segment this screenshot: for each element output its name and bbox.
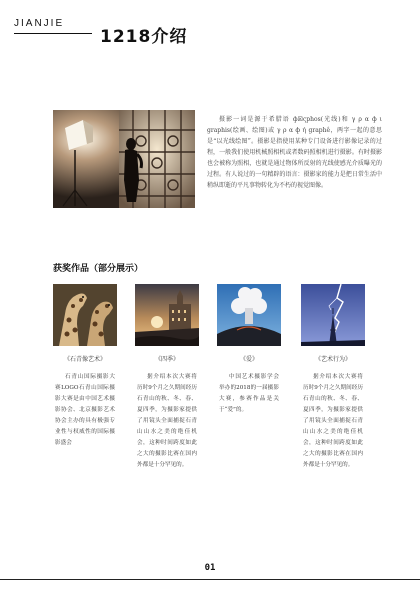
giraffe-photo-icon [53,284,117,346]
work-item-4[interactable] [301,284,365,471]
work-description: 石青山国际摄影大赛LOGO石青山国际摄影大赛是由中国艺术摄影协会、北京摄影艺术协会主办的具有极强专业性与权威性的国际摄影盛会 [55,374,115,446]
volcano-cloud-photo-icon [217,284,281,346]
section-title: 获奖作品（部分展示） [53,264,144,274]
brand-label: JIANJIE [14,18,65,29]
work-item-1[interactable] [53,284,117,449]
work-caption: 《爱》 [239,356,258,363]
studio-photo-illustration [53,110,195,208]
work-description: 中国艺术摄影学会举办的2018的一届摄影大赛，参赛作品是关于“爱”的。 [219,374,279,413]
footer-rule [0,579,420,580]
header-rule [14,33,92,34]
work-caption: 《石青像艺术》 [63,356,106,363]
intro-paragraph: 摄影一词是源于希腊语 ф☒ςphos(光线)和 γ ρ α ф ι graphis(绘画、绘图)或 γ ρ α ф ή graphê，两字一起的意思是“以光线绘图”。摄影是指使用某种专门设备进行影像记录的过程，一般我们使用机械照相机或者数码照相机进行摄影。有时摄影也会被称为照相，也就是通过物体所反射的光线使感光介质曝光的过程。有人说过的一句精辟的语言：摄影家的能力是把日常生活中稍纵即逝的平凡事物转化为不朽的视觉图像。 [207,116,382,189]
work-description: 据介绍本次大赛将历时9个月之久期间经历石青山的秋、冬、春、夏四季，为摄影家提供了用镜头全面捕捉石青山山水之美的绝佳机会，这种时间跨度如此之大的摄影比赛在国内外都是十分罕见的。 [137,374,197,468]
work-caption: 《四季》 [154,356,179,363]
page-title: 1218介绍 [100,27,188,47]
work-item-2[interactable] [135,284,199,471]
work-item-3[interactable] [217,284,281,416]
lightning-tower-photo-icon [301,284,365,346]
page-number: 01 [204,563,216,573]
work-description: 据介绍本次大赛将历时9个月之久期间经历石青山的秋、冬、春、夏四季，为摄影家提供了用镜头全面捕捉石青山山水之美的绝佳机会，这种时间跨度如此之大的摄影比赛在国内外都是十分罕见的。 [303,374,363,468]
intro-photo [53,110,195,208]
work-caption: 《艺术行为》 [314,356,351,363]
city-sunset-photo-icon [135,284,199,346]
